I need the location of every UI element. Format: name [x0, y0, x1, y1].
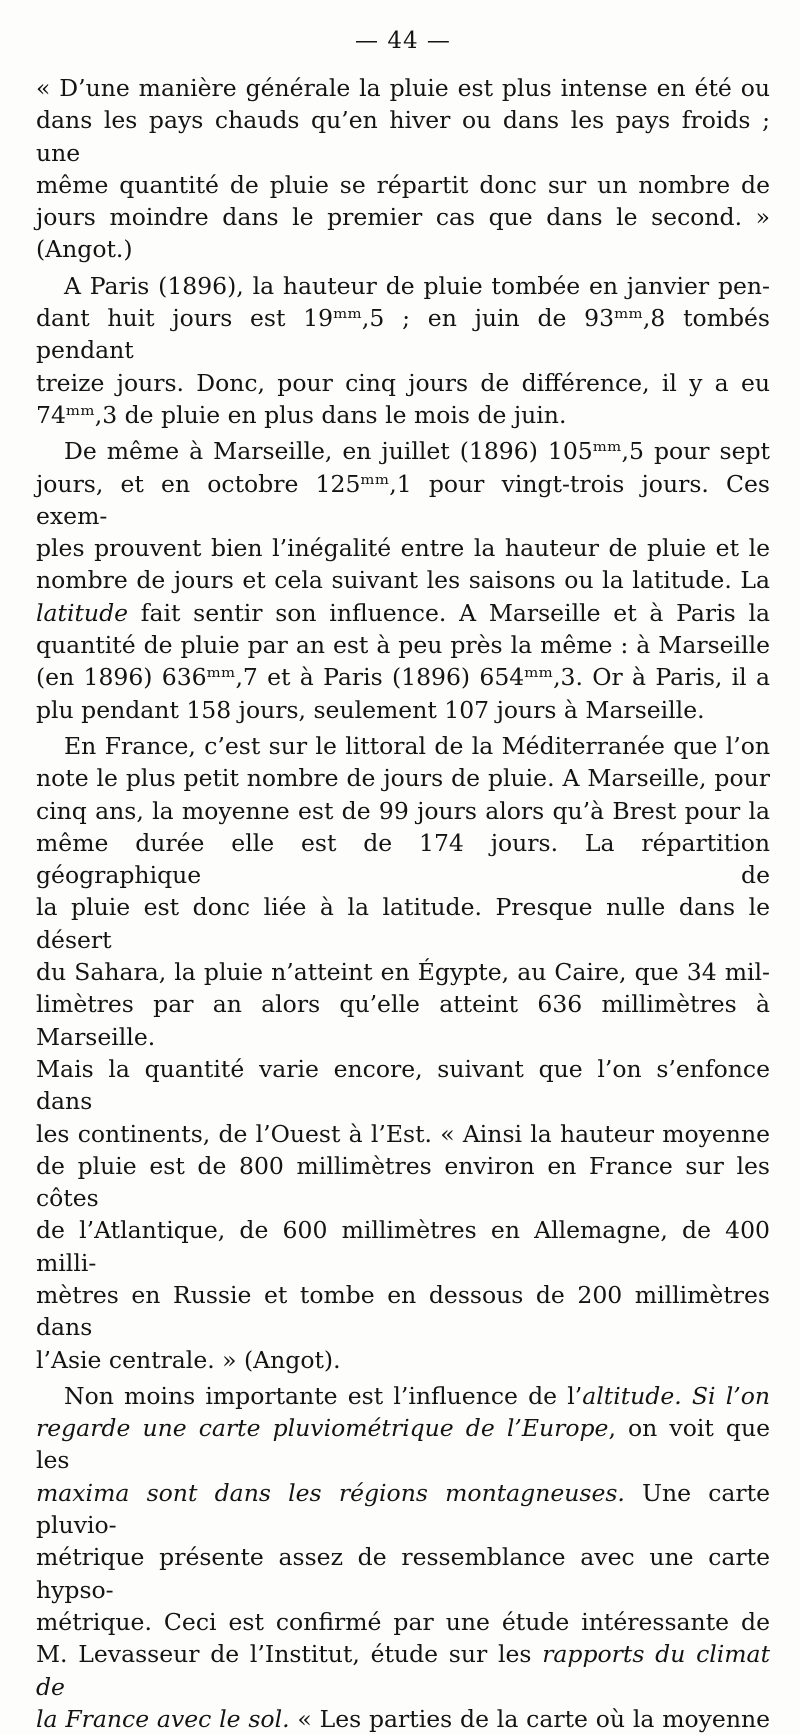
text-line: « D’une manière générale la pluie est plus intense en été ou — [36, 74, 770, 102]
text-line: même durée elle est de 174 jours. La répartition géographique de — [36, 828, 770, 890]
paragraph — [36, 435, 770, 726]
text-line: treize jours. Donc, pour cinq jours de différence, il y a eu — [36, 368, 770, 397]
text-line: quantité de pluie par an est à peu près la même : à Marseille — [36, 631, 770, 660]
text-line: dans les pays chauds qu’en hiver ou dans les pays froids ; une — [36, 106, 770, 167]
text-line: Mais la quantité varie encore, suivant que l’on s’enfonce dans — [36, 1054, 770, 1116]
text-line: la pluie est donc liée à la latitude. Presque nulle dans le désert — [36, 893, 770, 954]
text-line: même quantité de pluie se répartit donc sur un nombre de — [36, 170, 770, 199]
text-line: jours, et en octobre 125ᵐᵐ,1 pour vingt-trois jours. Ces exem- — [36, 469, 770, 530]
text-line: 74ᵐᵐ,3 de pluie en plus dans le mois de juin. — [36, 400, 567, 429]
text-line: (en 1896) 636ᵐᵐ,7 et à Paris (1896) 654ᵐᵐ,3. Or à Paris, il a — [36, 663, 770, 692]
text-line: de l’Atlantique, de 600 millimètres en Allemagne, de 400 milli- — [36, 1216, 770, 1277]
text-line: jours moindre dans le premier cas que dans le second. » (Angot.) — [36, 203, 770, 264]
text-line: nombre de jours et cela suivant les saisons ou la latitude. La — [36, 566, 770, 595]
paragraph — [36, 72, 770, 266]
text-line: maxima sont dans les régions montagneuses. Une carte pluvio- — [36, 1478, 770, 1540]
text-line: note le plus petit nombre de jours de pluie. A Marseille, pour — [36, 764, 770, 793]
text-line: limètres par an alors qu’elle atteint 636 millimètres à Marseille. — [36, 990, 770, 1051]
paragraph — [36, 1380, 770, 1735]
text-body — [36, 72, 770, 1735]
text-line: la France avec le sol. « Les parties de la carte où la moyenne — [36, 1704, 770, 1733]
text-line: M. Levasseur de l’Institut, étude sur les rapports du climat de — [36, 1640, 771, 1701]
text-line: En France, c’est sur le littoral de la Méditerranée que l’on — [64, 731, 770, 760]
text-line: métrique présente assez de ressemblance avec une carte hypso- — [36, 1543, 770, 1604]
paragraph — [36, 270, 770, 431]
paragraph — [36, 730, 770, 1376]
text-line: latitude fait sentir son influence. A Marseille et à Paris la — [36, 598, 770, 627]
text-line: plu pendant 158 jours, seulement 107 jours à Marseille. — [36, 695, 705, 724]
document-page — [36, 18, 770, 1735]
text-line: cinq ans, la moyenne est de 99 jours alors qu’à Brest pour la — [36, 796, 770, 825]
text-line: les continents, de l’Ouest à l’Est. « Ainsi la hauteur moyenne — [36, 1119, 770, 1148]
text-line: du Sahara, la pluie n’atteint en Égypte, au Caire, que 34 mil- — [36, 958, 770, 987]
text-line: Non moins importante est l’influence de l’altitude. Si l’on — [64, 1381, 770, 1410]
text-line: dant huit jours est 19ᵐᵐ,5 ; en juin de 93ᵐᵐ,8 tombés pendant — [36, 304, 770, 365]
text-line: de pluie est de 800 millimètres environ en France sur les côtes — [36, 1151, 770, 1213]
text-line: mètres en Russie et tombe en dessous de 200 millimètres dans — [36, 1280, 770, 1342]
text-line: ples prouvent bien l’inégalité entre la hauteur de pluie et le — [36, 534, 770, 563]
text-line: regarde une carte pluviométrique de l’Europe, on voit que les — [36, 1414, 770, 1475]
text-line: l’Asie centrale. » (Angot). — [36, 1345, 341, 1374]
text-line: métrique. Ceci est confirmé par une étude intéressante de — [36, 1607, 770, 1636]
page-number: — 44 — — [355, 28, 451, 54]
text-line: A Paris (1896), la hauteur de pluie tombée en janvier pen- — [64, 271, 770, 300]
text-line: De même à Marseille, en juillet (1896) 105ᵐᵐ,5 pour sept — [64, 437, 770, 466]
